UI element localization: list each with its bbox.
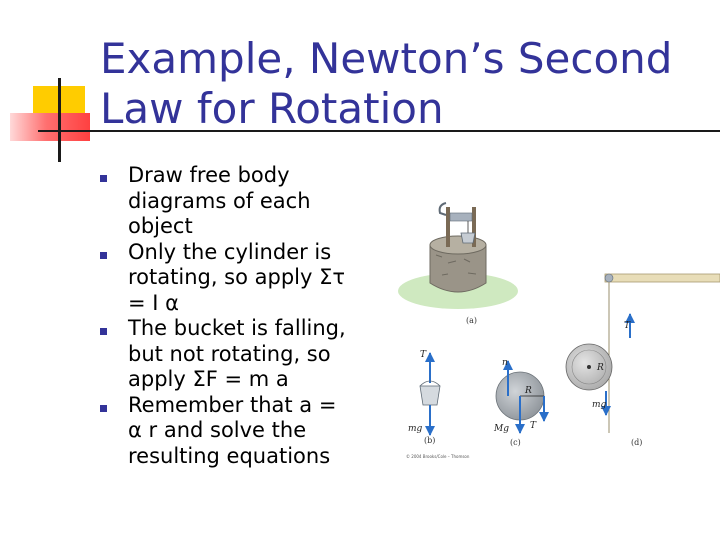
pulley-setup-illustration [566, 274, 720, 433]
bucket-free-body-diagram [408, 350, 440, 435]
well-illustration [398, 203, 518, 309]
title-line-2: Law for Rotation [100, 84, 444, 133]
square-bullet-icon [100, 328, 107, 335]
square-bullet-icon [100, 405, 107, 412]
slide-title [100, 34, 715, 134]
tension-d-label: T [624, 321, 631, 331]
title-line-1: Example, Newton’s Second [100, 34, 673, 83]
square-bullet-icon [100, 175, 107, 182]
bullet-text: Only the cylinder is rotating, so apply Στ = I α [128, 239, 346, 315]
figure-copyright: © 2004 Brooks/Cole – Thomson [406, 454, 470, 459]
bullet-item [96, 163, 396, 240]
panel-label-c: (c) [510, 438, 521, 447]
decorative-red-gradient-bar [10, 113, 90, 141]
bullet-list [96, 163, 396, 469]
bullet-item [96, 316, 396, 393]
radius-label: R [525, 386, 532, 396]
bullet-text: The bucket is falling, but not rotating, so apply ΣF = m a [128, 316, 346, 391]
bullet-item [96, 240, 396, 317]
physics-figure [398, 183, 720, 465]
bullet-text: Remember that a = α r and solve the resulting equations [128, 392, 337, 468]
weight-d-label: mg [592, 400, 607, 410]
cylinder-free-body-diagram [493, 358, 544, 434]
decorative-vertical-line [58, 78, 61, 162]
normal-vector-label: n [502, 358, 508, 368]
square-bullet-icon [100, 252, 107, 259]
bullet-text: Draw free body diagrams of each object [128, 163, 311, 238]
tension-vector-label: T [420, 350, 427, 360]
cylinder-weight-label: Mg [494, 424, 509, 434]
panel-label-d: (d) [631, 438, 643, 447]
weight-vector-label: mg [408, 424, 423, 434]
tension-c-label: T [530, 421, 537, 431]
radius-d-label: R [597, 363, 604, 373]
bullet-item [96, 393, 396, 470]
panel-label-b: (b) [424, 436, 436, 445]
panel-label-a: (a) [466, 316, 478, 325]
